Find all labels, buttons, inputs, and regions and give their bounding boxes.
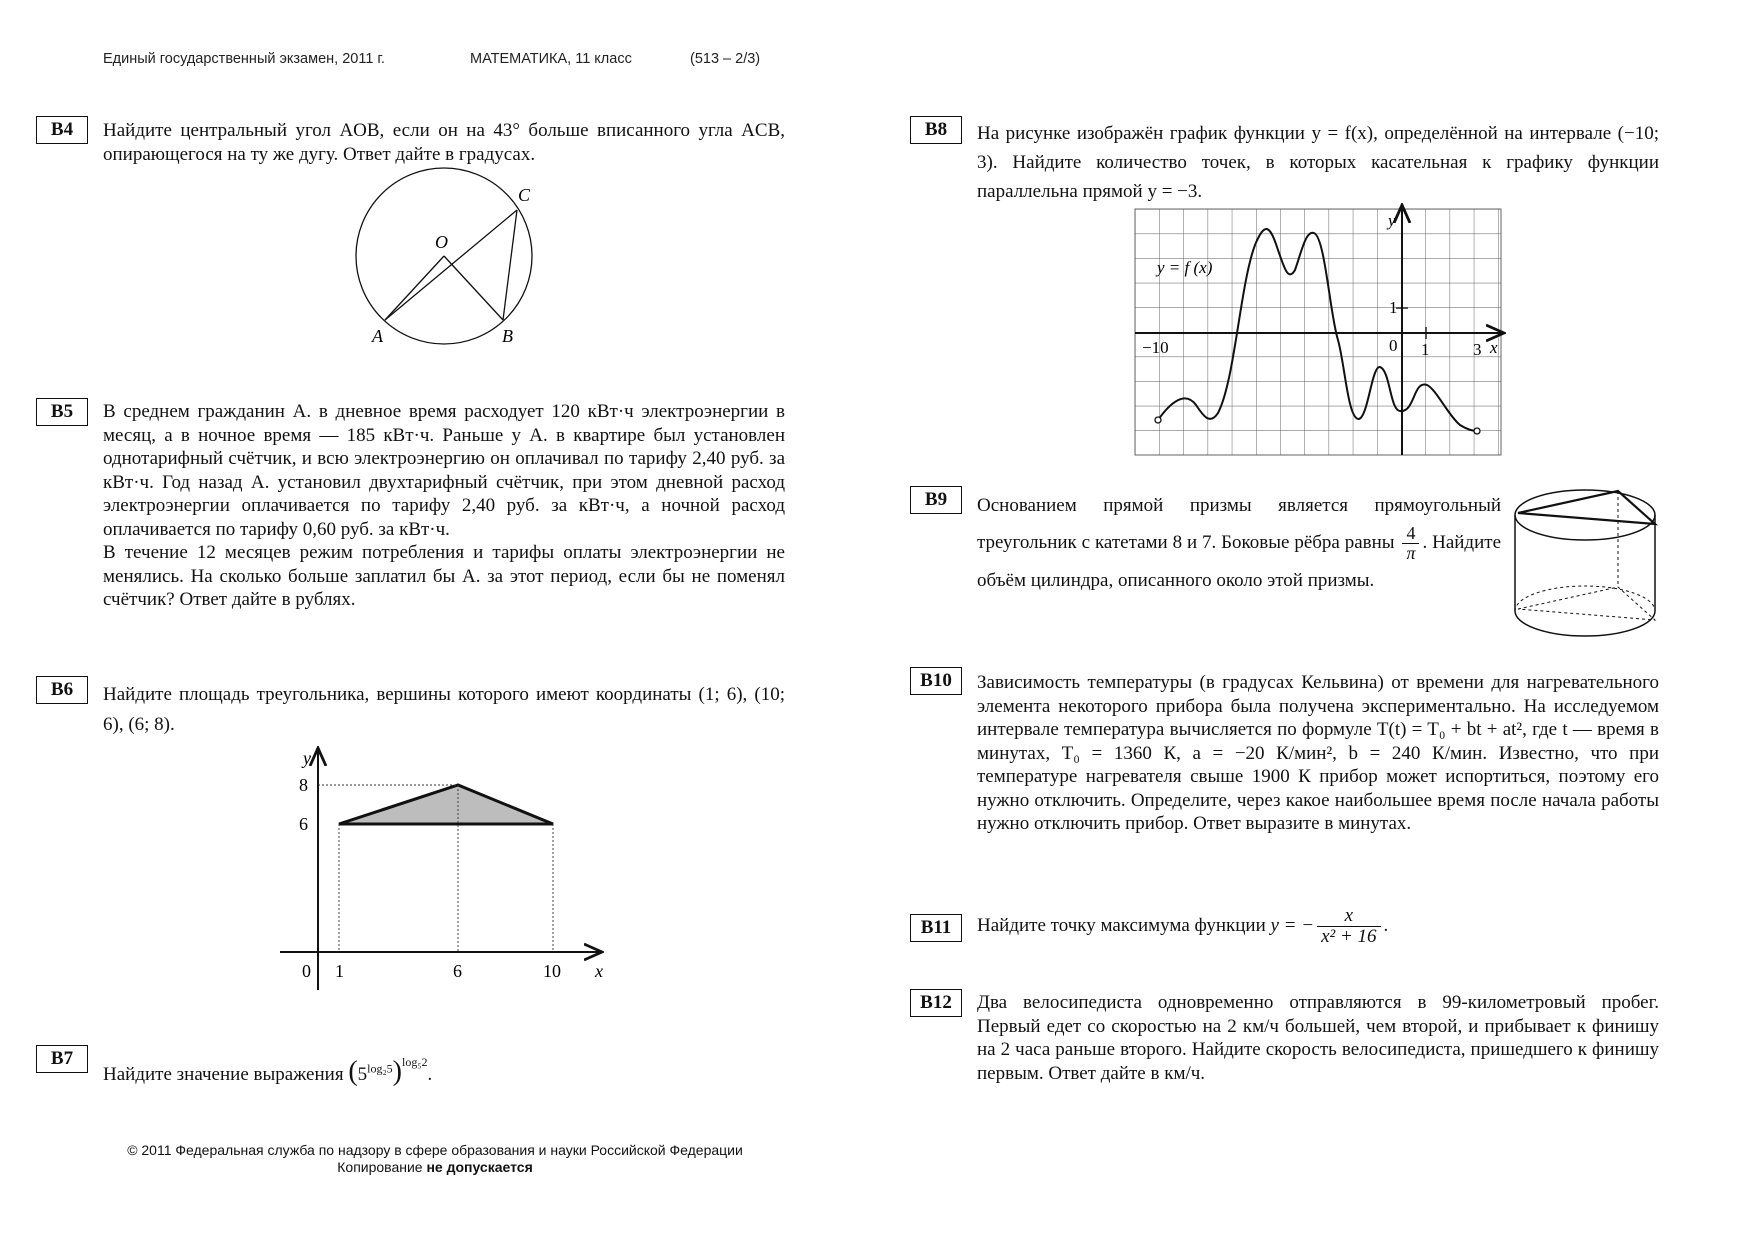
footer-line2-prefix: Копирование [337, 1159, 427, 1175]
b8-tick-one-y: 1 [1389, 298, 1398, 317]
b11-fraction [1317, 906, 1380, 947]
b9-fraction [1402, 524, 1419, 563]
task-b11-line: Найдите точку максимума функции y = − $\frac{x}{\text{x² + 16}}$ . [977, 905, 1389, 948]
task-tag-b8: B8 [910, 116, 962, 144]
b8-axis-x: x [1490, 338, 1498, 357]
task-tag-b6: B6 [36, 676, 88, 704]
task-tag-b9: B9 [910, 486, 962, 514]
footer-line1: © 2011 Федеральная служба по надзору в сфере образования и науки Российской Федерации [127, 1142, 743, 1158]
task-b5-p2: В течение 12 месяцев режим потребления и тарифы оплаты электроэнергии не менялись. На сколько больше заплатил бы А. за этот период, если бы не поменял счётчик? Ответ дайте в рублях. [103, 542, 785, 610]
b4-circle-figure [350, 160, 540, 355]
b6-axis-y: y [303, 748, 311, 768]
b7-outer-exp: log₅2 [402, 1055, 428, 1069]
header-subject: МАТЕМАТИКА, 11 класс [470, 51, 632, 67]
b11-frac-den: x² + 16 [1321, 926, 1377, 948]
task-b9-text: Основанием прямой призмы является прямоугольный треугольник с катетами 8 и 7. Боковые рёбра равны $\frac{4}{\pi}$ . Найдите объём цилиндра, описанного около этой призмы. [977, 495, 1502, 591]
b8-graph-label: y = f (x) [1157, 258, 1213, 277]
task-tag-b4: B4 [36, 116, 88, 144]
b11-frac-num: x [1317, 906, 1380, 927]
task-tag-b11: B11 [910, 914, 962, 942]
header-code: (513 – 2/3) [690, 51, 761, 67]
b6-triangle-figure [270, 745, 610, 995]
task-b9-text-after: Найдите объём цилиндра, описанного около этой призмы. [977, 531, 1502, 591]
b9-frac-den: π [1406, 543, 1416, 563]
b8-tick-three: 3 [1473, 340, 1482, 359]
b8-tick-zero: 0 [1389, 336, 1398, 355]
task-b7-line: Найдите значение выражения $(5^{log_25})^{log_52}$. [103, 1055, 433, 1087]
header-exam: Единый государственный экзамен, 2011 г. [103, 51, 385, 67]
task-b9-text-before: Основанием прямой призмы является прямоугольный треугольник с катетами 8 и 7. Боковые рёбра равны [977, 495, 1501, 553]
task-b5-p1: В среднем гражданин А. в дневное время расходует 120 кВт·ч электроэнергии в месяц, а в ночное время — 185 кВт·ч. Раньше у А. в квартире был установлен однотарифный счётчик, и всю электроэнергию он оплачивал по тарифу 2,40 руб. за кВт·ч. Год назад А. установил двухтарифный счётчик, при этом дневной расход электроэнергии оплачивается по тарифу 2,40 руб. за кВт·ч, а ночной расход оплачивается по тарифу 0,60 руб. за кВт·ч. [103, 401, 785, 540]
footer-line2-bold: не допускается [426, 1159, 533, 1175]
task-b7-text: Найдите значение выражения [103, 1064, 344, 1085]
b4-label-c: C [518, 185, 531, 205]
b6-ytick-8: 8 [299, 775, 308, 795]
task-tag-b5: B5 [36, 398, 88, 426]
footer-line2 [90, 1159, 780, 1176]
b11-formula-lhs: y = − [1270, 915, 1315, 936]
b6-ytick-6: 6 [299, 814, 308, 834]
task-tag-b7: B7 [36, 1045, 88, 1073]
b8-graph-figure [1130, 205, 1510, 460]
b8-axis-y: y [1388, 211, 1396, 230]
b6-xtick-6: 6 [453, 961, 462, 981]
b8-tick-one-x: 1 [1421, 340, 1430, 359]
task-tag-b10: B10 [910, 667, 962, 695]
b4-label-o: O [435, 232, 448, 252]
b7-inner-exp: log₂5 [367, 1061, 393, 1076]
b6-xtick-0: 0 [302, 961, 311, 981]
task-tag-b12: B12 [910, 989, 962, 1017]
b8-tick-minus10: −10 [1142, 338, 1169, 357]
task-b4-text: Найдите центральный угол AOB, если он на 43° больше вписанного угла ACB, опирающегося на ту же дугу. Ответ дайте в градусах. [103, 120, 785, 165]
b4-label-a: A [372, 326, 383, 346]
b9-cylinder-figure [1510, 478, 1660, 648]
task-b10-text: Зависимость температуры (в градусах Кельвина) от времени для нагревательного элемента некоторого прибора была получена экспериментально. На исследуемом интервале температура вычисляется по формуле T(t) = T₀ + bt + at², где t — время в минутах, T₀ = 1360 К, a = −20 К/мин², b = 240 К/мин. Известно, что при температуре нагревателя свыше 1900 К прибор может испортиться, поэтому его нужно отключить. Определите, через какое наибольшее время после начала работы нужно отключить прибор. Ответ выразите в минутах. [977, 672, 1659, 834]
task-b5-text [103, 400, 785, 612]
b6-axis-x: x [595, 961, 603, 981]
footer [90, 1142, 780, 1176]
task-b11-text: Найдите точку максимума функции [977, 915, 1266, 936]
task-b12-text: Два велосипедиста одновременно отправляются в 99-километровый пробег. Первый едет со скоростью на 2 км/ч большей, чем второй, и прибывает к финишу на 2 часа раньше второго. Найдите скорость велосипедиста, пришедшего к финишу первым. Ответ дайте в км/ч. [977, 992, 1659, 1084]
task-b6-text: Найдите площадь треугольника, вершины которого имеют координаты (1; 6), (10; 6), (6; 8). [103, 684, 785, 735]
task-b8-text: На рисунке изображён график функции y = f(x), определённой на интервале (−10; 3). Найдите количество точек, в которых касательная к графику функции параллельна прямой y = −3. [977, 123, 1659, 202]
b6-xtick-1: 1 [335, 961, 344, 981]
b7-base: 5 [357, 1064, 368, 1085]
b9-frac-num: 4 [1402, 524, 1419, 544]
b6-xtick-10: 10 [543, 961, 561, 981]
b4-label-b: B [502, 326, 513, 346]
